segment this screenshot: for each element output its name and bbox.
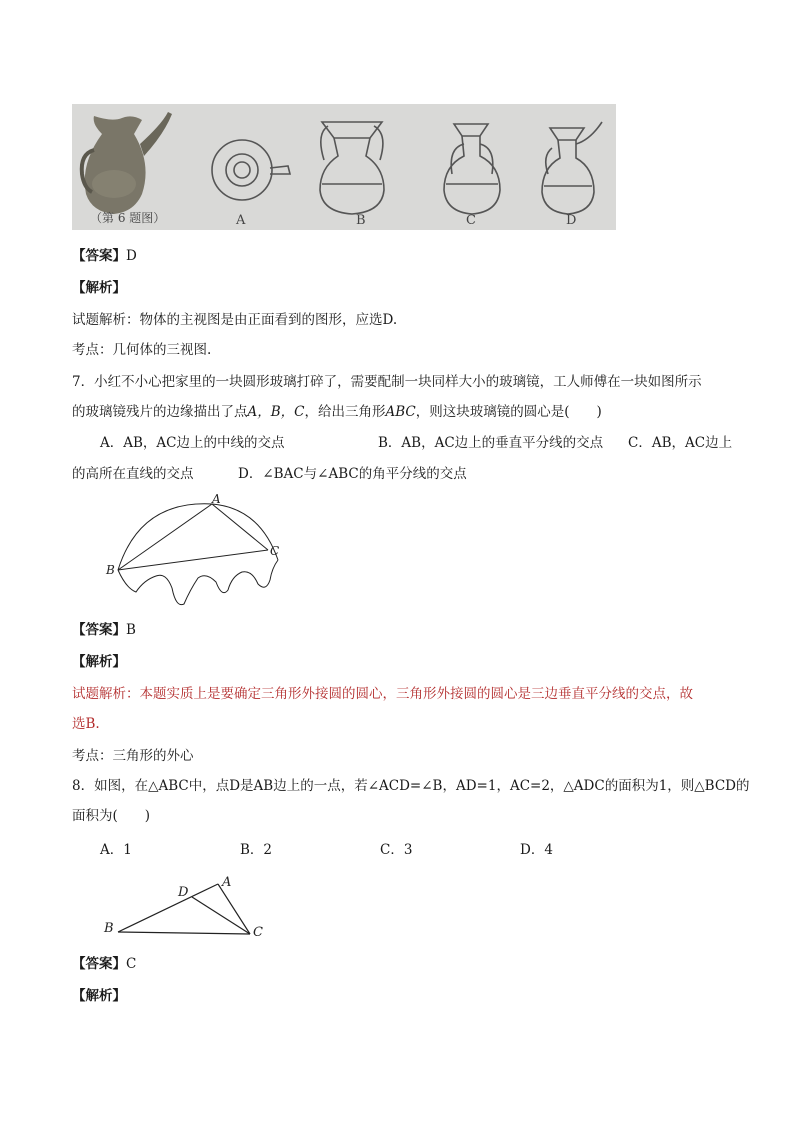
q6-answer: 【答案】D <box>72 248 137 264</box>
q8-analysis-label: 【解析】 <box>72 988 126 1004</box>
option-d-label: D <box>566 213 577 228</box>
option-c-label: C <box>466 213 476 228</box>
q7-question-line2: 的玻璃镜残片的边缘描出了点A，B，C，给出三角形ABC，则这块玻璃镜的圆心是( ) <box>72 404 602 420</box>
q8-option-b: B．2 <box>240 842 273 858</box>
q8-option-d: D．4 <box>520 842 553 858</box>
q7-answer: 【答案】B <box>72 622 136 638</box>
q8-point-a-label: A <box>222 875 232 890</box>
option-a-label: A <box>236 213 246 228</box>
q6-figure-caption: （第 6 题图） <box>90 211 166 225</box>
q7-point-a-label: A <box>212 492 221 506</box>
q8-option-c: C．3 <box>380 842 413 858</box>
q6-topic: 考点：几何体的三视图. <box>72 342 212 358</box>
q8-question-line2: 面积为( ) <box>72 808 151 824</box>
q8-answer: 【答案】C <box>72 956 137 972</box>
q7-analysis-line1: 试题解析：本题实质上是要确定三角形外接圆的圆心，三角形外接圆的圆心是三边垂直平分线的交点，故 <box>72 686 693 702</box>
q8-point-b-label: B <box>104 921 114 936</box>
q8-figure <box>100 870 270 946</box>
q7-option-c-part2: 的高所在直线的交点 <box>72 466 194 482</box>
q7-option-a: A．AB，AC边上的中线的交点 <box>100 435 285 451</box>
q7-option-c-part1: C．AB，AC边上 <box>628 435 733 451</box>
q6-figure-drawing <box>72 104 616 230</box>
q7-analysis-line2: 选B. <box>72 716 100 732</box>
q7-figure <box>100 492 290 616</box>
q7-option-d: D．∠BAC与∠ABC的角平分线的交点 <box>238 466 467 482</box>
q7-point-b-label: B <box>106 563 115 577</box>
q7-topic: 考点：三角形的外心 <box>72 748 194 764</box>
q8-point-c-label: C <box>253 925 263 940</box>
q8-point-d-label: D <box>178 885 189 900</box>
q8-question-line1: 8．如图，在△ABC中，点D是AB边上的一点，若∠ACD=∠B，AD=1，AC=2，△ADC的面积为1，则△BCD的 <box>72 778 750 794</box>
q7-point-c-label: C <box>270 544 280 558</box>
q7-option-b: B．AB，AC边上的垂直平分线的交点 <box>378 435 604 451</box>
q7-analysis-label: 【解析】 <box>72 654 126 670</box>
q6-analysis-label: 【解析】 <box>72 280 126 296</box>
option-b-label: B <box>356 213 366 228</box>
q6-analysis: 试题解析：物体的主视图是由正面看到的图形，应选D. <box>72 312 398 328</box>
q8-option-a: A．1 <box>100 842 132 858</box>
q7-figure-drawing <box>100 492 290 612</box>
q8-figure-drawing <box>100 870 270 942</box>
q6-figure <box>72 104 616 230</box>
q7-question-line1: 7．小红不小心把家里的一块圆形玻璃打碎了，需要配制一块同样大小的玻璃镜，工人师傅在一块如图所示 <box>72 374 702 390</box>
